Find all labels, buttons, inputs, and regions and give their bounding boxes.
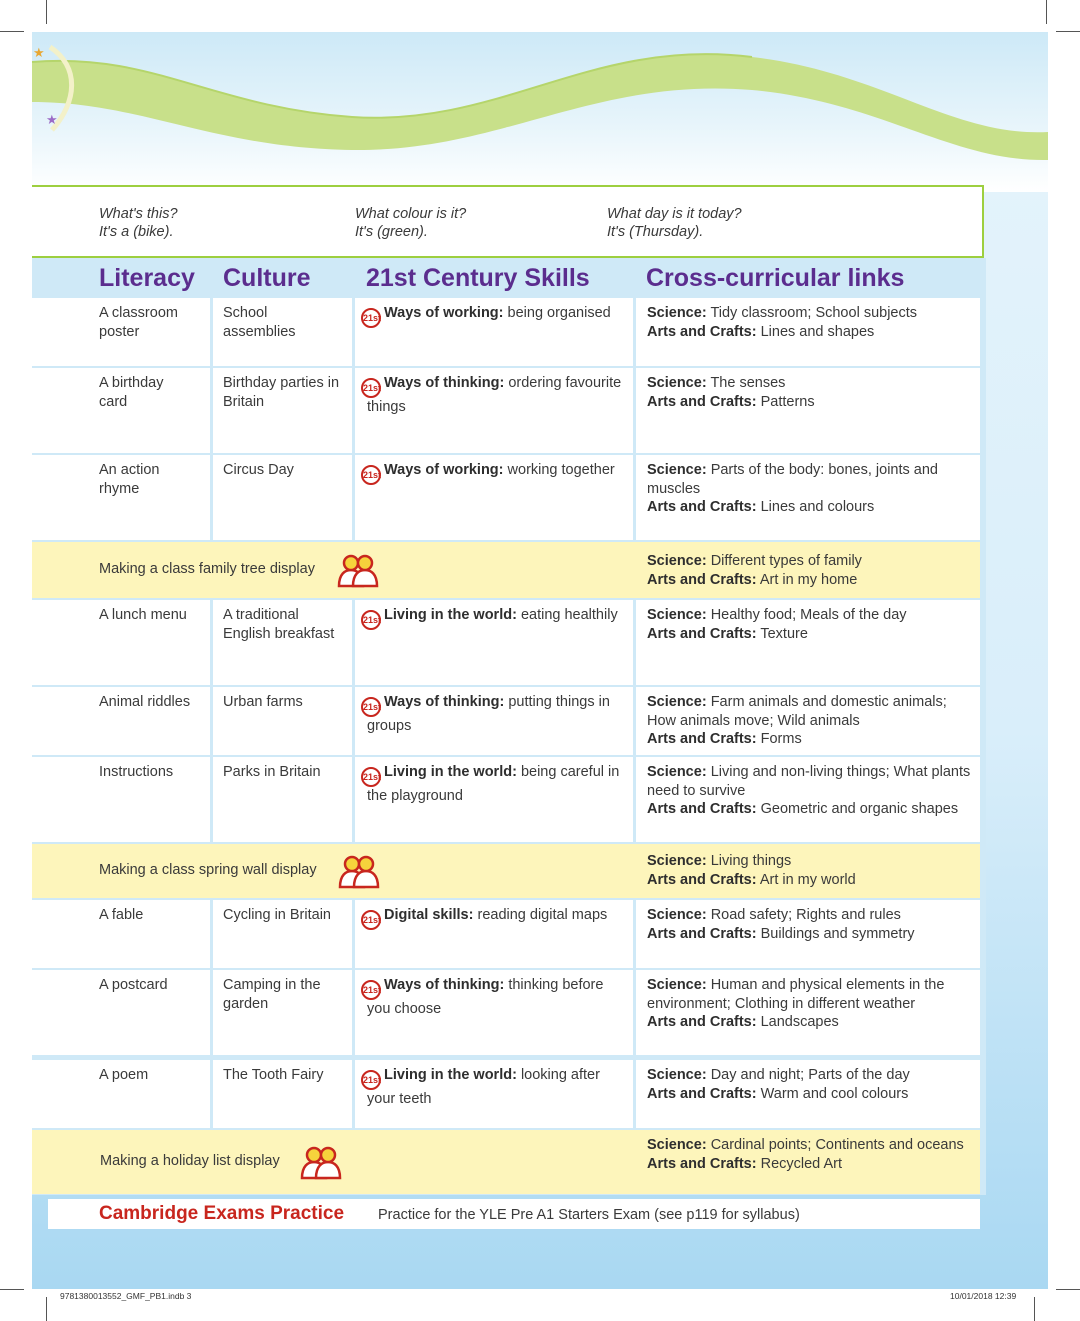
skill-type: Ways of working: [384, 305, 504, 321]
crop-mark [46, 1297, 47, 1321]
skill-desc: putting things in groups [367, 694, 610, 734]
arts-label: Arts and Crafts: [647, 871, 757, 888]
slug-file: 9781380013552_GMF_PB1.indb 3 [60, 1291, 192, 1301]
exams-text: Practice for the YLE Pre A1 Starters Exam (see p119 for syllabus) [378, 1207, 800, 1223]
science-text: Living and non-living things; What plants need to survive [647, 764, 971, 799]
crop-mark [1056, 31, 1080, 32]
arts-label: Arts and Crafts: [647, 1155, 757, 1172]
exams-title: Cambridge Exams Practice [99, 1203, 345, 1224]
science-text: Healthy food; Meals of the day [710, 607, 907, 623]
arts-text: Art in my world [759, 871, 856, 888]
arts-label: Arts and Crafts: [647, 571, 757, 588]
phrase-2: What colour is it? It's (green). [355, 206, 467, 240]
science-label: Science: [647, 1137, 707, 1153]
display-cross-curricular [647, 1136, 977, 1173]
cell-cross-curricular [636, 970, 980, 1055]
arts-label: Arts and Crafts: [647, 393, 757, 410]
arts-label: Arts and Crafts: [647, 1085, 757, 1102]
arts-label: Arts and Crafts: [647, 499, 757, 515]
cell-culture: Urban farms [213, 687, 352, 755]
crop-mark [46, 0, 47, 24]
science-label: Science: [647, 305, 707, 321]
skill-desc: being careful in the playground [367, 764, 620, 804]
slug-date: 10/01/2018 12:39 [950, 1291, 1017, 1301]
skill-type: Living in the world: [384, 607, 517, 623]
cell-cross-curricular [636, 687, 980, 755]
cell-culture: Parks in Britain [213, 757, 352, 842]
cell-literacy: A classroom poster [32, 298, 210, 366]
display-text: Making a class spring wall display [99, 862, 317, 878]
cell-cross-curricular [636, 757, 980, 842]
phrase-3: What day is it today? It's (Thursday). [607, 206, 742, 240]
arts-text: Forms [760, 731, 802, 747]
green-wave-decoration [32, 32, 1048, 162]
science-text: Parts of the body: bones, joints and muscles [647, 462, 939, 497]
science-text: Different types of family [710, 553, 862, 569]
21st-century-badge-icon: 21st [361, 465, 381, 485]
science-text: Tidy classroom; School subjects [710, 305, 918, 321]
cell-cross-curricular [636, 368, 980, 453]
header-culture: Culture [223, 264, 311, 292]
skill-type: Living in the world: [384, 764, 517, 780]
group-people-icon [338, 853, 380, 894]
21st-century-badge-icon: 21st [361, 980, 381, 1000]
cell-skill [355, 970, 633, 1055]
21st-century-badge-icon: 21st [361, 308, 381, 328]
skill-desc: reading digital maps [477, 907, 608, 923]
display-cross-curricular [647, 552, 977, 589]
cell-literacy: A poem [32, 1060, 210, 1128]
skill-desc: being organised [507, 305, 611, 321]
cell-culture: Cycling in Britain [213, 900, 352, 968]
skill-type: Ways of thinking: [384, 977, 505, 993]
science-label: Science: [647, 553, 707, 569]
science-label: Science: [647, 977, 707, 993]
science-text: Living things [710, 853, 792, 869]
group-people-icon [300, 1144, 342, 1185]
skill-type: Ways of working: [384, 462, 504, 478]
cell-culture: The Tooth Fairy [213, 1060, 352, 1128]
cell-literacy: Instructions [32, 757, 210, 842]
arts-label: Arts and Crafts: [647, 323, 757, 340]
science-text: Cardinal points; Continents and oceans [710, 1137, 964, 1153]
cell-culture: School assemblies [213, 298, 352, 366]
skill-type: Ways of thinking: [384, 375, 505, 391]
header-skills: 21st Century Skills [366, 264, 590, 292]
science-text: Road safety; Rights and rules [710, 907, 901, 923]
21st-century-badge-icon: 21st [361, 610, 381, 630]
science-label: Science: [647, 907, 707, 923]
star-icon: ★ [33, 45, 45, 60]
science-label: Science: [647, 764, 707, 780]
science-label: Science: [647, 607, 707, 623]
cell-skill [355, 900, 633, 968]
group-people-icon [337, 552, 379, 593]
arts-label: Arts and Crafts: [647, 801, 757, 817]
21st-century-badge-icon: 21st [361, 1070, 381, 1090]
science-text: The senses [710, 375, 786, 391]
cell-literacy: A postcard [32, 970, 210, 1055]
21st-century-badge-icon: 21st [361, 697, 381, 717]
header-literacy: Literacy [99, 264, 195, 292]
arts-text: Landscapes [760, 1014, 839, 1030]
cell-literacy: Animal riddles [32, 687, 210, 755]
cell-skill [355, 298, 633, 366]
display-cross-curricular [647, 852, 977, 889]
cell-culture: Circus Day [213, 455, 352, 540]
science-label: Science: [647, 462, 707, 478]
header-cross-curricular: Cross-curricular links [646, 264, 905, 292]
arts-text: Geometric and organic shapes [760, 801, 959, 817]
phrase-box [32, 185, 984, 258]
crop-mark [1046, 0, 1047, 24]
21st-century-badge-icon: 21st [361, 910, 381, 930]
cell-skill [355, 600, 633, 685]
cell-cross-curricular [636, 298, 980, 366]
display-text: Making a class family tree display [99, 561, 315, 577]
arts-text: Warm and cool colours [760, 1085, 909, 1102]
crop-mark [0, 31, 24, 32]
science-label: Science: [647, 375, 707, 391]
cell-skill [355, 455, 633, 540]
crop-mark [1034, 1297, 1035, 1321]
cell-skill [355, 1060, 633, 1128]
star-icon: ★ [46, 112, 58, 127]
arts-text: Recycled Art [760, 1155, 843, 1172]
skill-type: Ways of thinking: [384, 694, 505, 710]
arts-label: Arts and Crafts: [647, 1014, 757, 1030]
science-text: Farm animals and domestic animals; How animals move; Wild animals [647, 694, 947, 729]
cell-literacy: A lunch menu [32, 600, 210, 685]
arts-text: Art in my home [759, 571, 858, 588]
21st-century-badge-icon: 21st [361, 767, 381, 787]
cell-cross-curricular [636, 900, 980, 968]
arts-text: Lines and colours [760, 499, 875, 515]
crop-mark [1056, 1289, 1080, 1290]
cell-literacy: A fable [32, 900, 210, 968]
cell-culture: Camping in the garden [213, 970, 352, 1055]
science-text: Day and night; Parts of the day [710, 1067, 910, 1083]
skill-type: Living in the world: [384, 1067, 517, 1083]
science-label: Science: [647, 1067, 707, 1083]
exams-practice-bar [48, 1199, 980, 1229]
skill-desc: ordering favourite things [367, 375, 622, 415]
cell-culture: A traditional English breakfast [213, 600, 352, 685]
skill-desc: thinking before you choose [367, 977, 604, 1017]
science-text: Human and physical elements in the environment; Clothing in different weather [647, 977, 945, 1012]
cell-cross-curricular [636, 1060, 980, 1128]
skill-desc: working together [507, 462, 615, 478]
crop-mark [0, 1289, 24, 1290]
cell-skill [355, 757, 633, 842]
arts-label: Arts and Crafts: [647, 625, 757, 642]
cell-culture: Birthday parties in Britain [213, 368, 352, 453]
cell-cross-curricular [636, 600, 980, 685]
skill-desc: eating healthily [520, 607, 618, 623]
arts-text: Buildings and symmetry [760, 925, 915, 942]
arts-text: Patterns [760, 393, 815, 410]
cell-skill [355, 687, 633, 755]
arts-label: Arts and Crafts: [647, 731, 757, 747]
cell-cross-curricular [636, 455, 980, 540]
display-text: Making a holiday list display [100, 1153, 280, 1169]
21st-century-badge-icon: 21st [361, 378, 381, 398]
cell-skill [355, 368, 633, 453]
arts-text: Texture [760, 625, 808, 642]
cell-literacy: A birthday card [32, 368, 210, 453]
skill-desc: looking after your teeth [367, 1067, 600, 1107]
arts-label: Arts and Crafts: [647, 925, 757, 942]
cell-literacy: An action rhyme [32, 455, 210, 540]
science-label: Science: [647, 694, 707, 710]
arts-text: Lines and shapes [760, 323, 875, 340]
science-label: Science: [647, 853, 707, 869]
skill-type: Digital skills: [384, 907, 474, 923]
phrase-1: What's this? It's a (bike). [99, 206, 178, 240]
